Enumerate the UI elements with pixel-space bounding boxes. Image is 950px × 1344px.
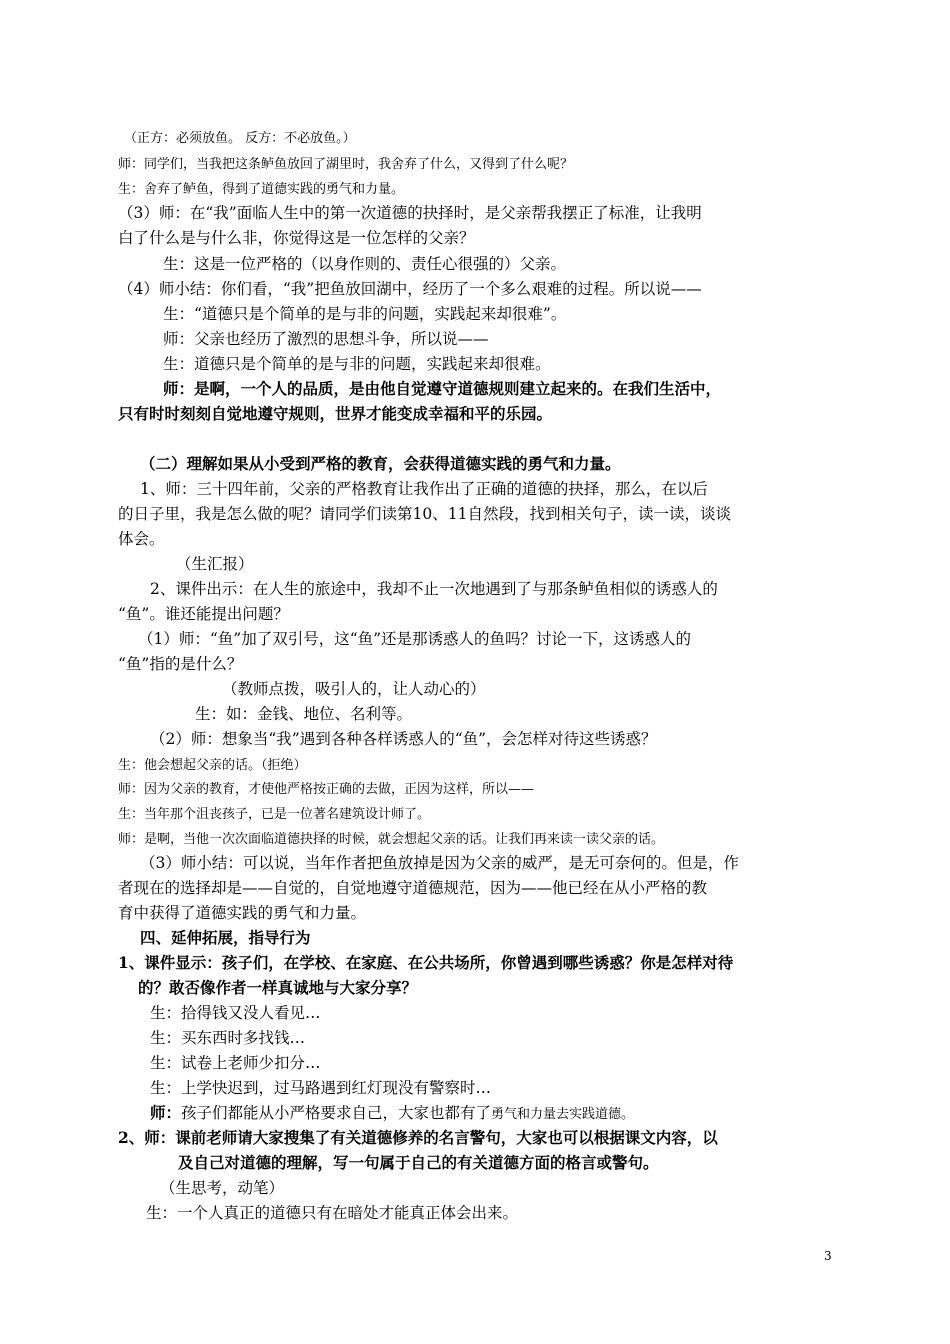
text-line: （1）师：“鱼”加了双引号，这“鱼”还是那诱惑人的鱼吗？讨论一下，这诱惑人的: [138, 630, 692, 648]
text-line: 生：舍弃了鲈鱼，得到了道德实践的勇气和力量。: [118, 182, 405, 197]
text-line: 生：买东西时多找钱…: [150, 1029, 306, 1047]
text-line: 生：如：金钱、地位、名利等。: [195, 705, 413, 723]
text-line: 及自己对道德的理解，写一句属于自己的有关道德方面的格言或警句。: [178, 1153, 659, 1172]
text-line: 师：是啊，一个人的品质，是由他自觉遵守道德规则建立起来的。在我们生活中，: [163, 379, 722, 398]
text-line: 的日子里，我是怎么做的呢？请同学们读第10、11自然段，找到相关句子，读一读，谈谈: [118, 505, 731, 523]
text-line: （正方：必须放鱼。 反方：不必放鱼。）: [124, 131, 356, 146]
text-line: 生：“道德只是个简单的是与非的问题，实践起来却很难”。: [163, 305, 567, 323]
text-line: （2）师：想象当“我”遇到各种各样诱惑人的“鱼”，会怎样对待这些诱惑？: [150, 730, 657, 748]
text-span: 勇气和力量去实践道德。: [491, 1107, 635, 1122]
text-line: 者现在的选择却是——自觉的，自觉地遵守道德规范，因为——他已经在从小严格的教: [118, 879, 708, 897]
text-line: [150, 1101, 634, 1123]
text-line: 生：这是一位严格的（以身作则的、责任心很强的）父亲。: [163, 255, 567, 273]
text-line: “鱼”。谁还能提出问题？: [118, 605, 289, 623]
section-heading: 四、延伸拓展，指导行为: [140, 928, 311, 947]
text-line: 生：试卷上老师少扣分…: [150, 1054, 321, 1072]
text-line: 师：因为父亲的教育，才使他严格按正确的去做，正因为这样，所以——: [118, 782, 535, 797]
text-line: 生：他会想起父亲的话。（拒绝）: [118, 758, 307, 773]
text-line: 白了什么是与什么非，你觉得这是一位怎样的父亲？: [118, 229, 475, 247]
text-line: 的？敢否像作者一样真诚地与大家分享？: [138, 978, 418, 997]
text-line: 1、师：三十四年前，父亲的严格教育让我作出了正确的道德的抉择，那么，在以后: [140, 480, 708, 498]
text-line: 生：当年那个沮丧孩子，已是一位著名建筑设计师了。: [118, 807, 431, 822]
page-number: 3: [824, 1249, 832, 1263]
text-line: （4）师小结：你们看，“我”把鱼放回湖中，经历了一个多么艰难的过程。所以说——: [118, 280, 702, 298]
text-line: 生：一个人真正的道德只有在暗处才能真正体会出来。: [146, 1204, 519, 1222]
text-line: 生：上学快迟到，过马路遇到红灯现没有警察时…: [150, 1079, 492, 1097]
text-line: 体会。: [118, 530, 165, 548]
text-line: 师：同学们，当我把这条鲈鱼放回了湖里时，我舍弃了什么，又得到了什么呢？: [118, 157, 574, 172]
text-line: “鱼”指的是什么？: [118, 655, 243, 673]
text-line: 2、课件出示：在人生的旅途中，我却不止一次地遇到了与那条鲈鱼相似的诱惑人的: [150, 580, 718, 598]
text-line: （生汇报）: [176, 555, 254, 573]
text-line: 生：拾得钱又没人看见…: [150, 1004, 321, 1022]
text-line: （3）师：在“我”面临人生中的第一次道德的抉择时，是父亲帮我摆正了标准，让我明: [118, 204, 702, 222]
text-line: （3）师小结：可以说，当年作者把鱼放掉是因为父亲的威严，是无可奈何的。但是，作: [140, 854, 739, 872]
section-heading: （二）理解如果从小受到严格的教育，会获得道德实践的勇气和力量。: [140, 454, 621, 473]
text-line: 师：是啊，当他一次次面临道德抉择的时候，就会想起父亲的话。让我们再来读一读父亲的话。: [118, 832, 665, 847]
text-line: （生思考，动笔）: [160, 1179, 285, 1197]
text-span: 孩子们都能从小严格要求自己，大家也都有了: [181, 1104, 492, 1122]
speaker-label: 师：: [150, 1103, 182, 1122]
text-line: 只有时时刻刻自觉地遵守规则，世界才能变成幸福和平的乐园。: [118, 404, 553, 423]
text-line: 生：道德只是个简单的是与非的问题，实践起来却很难。: [163, 355, 551, 373]
text-line: 师：父亲也经历了激烈的思想斗争，所以说——: [163, 330, 489, 348]
text-line: 育中获得了道德实践的勇气和力量。: [118, 904, 367, 922]
text-line: 1、课件显示：孩子们，在学校、在家庭、在公共场所，你曾遇到哪些诱惑？你是怎样对待: [118, 953, 734, 972]
text-line: 2、师：课前老师请大家搜集了有关道德修养的名言警句，大家也可以根据课文内容，以: [118, 1128, 718, 1147]
text-line: （教师点拨，吸引人的，让人动心的）: [222, 680, 486, 698]
